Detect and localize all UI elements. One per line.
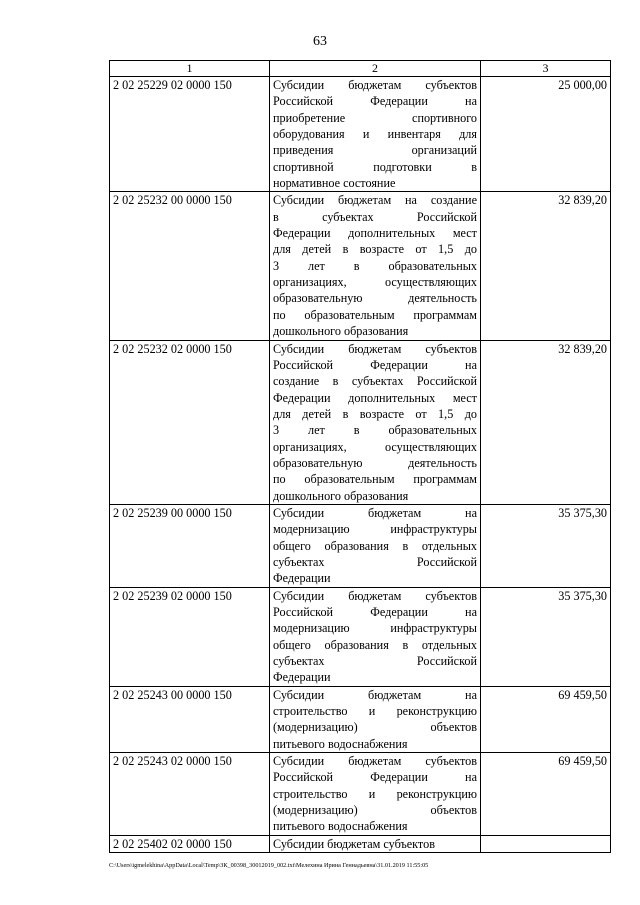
description-line: (модернизацию) объектов	[273, 803, 477, 818]
table-header	[110, 61, 611, 77]
description-line: Федерации дополнительных мест	[273, 390, 477, 405]
classification-code: 2 02 25232 00 0000 150	[110, 192, 270, 340]
income-description	[270, 77, 481, 192]
description-line: строительство и реконструкцию	[273, 704, 477, 719]
description-line: Федерации	[273, 571, 331, 586]
description-line: Российской Федерации на	[273, 770, 477, 785]
description-line: строительство и реконструкцию	[273, 786, 477, 801]
description-line: нормативное состояние	[273, 176, 396, 191]
description-line: Российской Федерации на	[273, 94, 477, 109]
description-line: Федерации дополнительных мест	[273, 226, 477, 241]
description-line: Субсидии бюджетам субъектов	[273, 341, 477, 356]
description-line: Субсидии бюджетам на	[273, 687, 477, 702]
description-line: организациях, осуществляющих	[273, 275, 477, 290]
income-description	[270, 753, 481, 836]
classification-code: 2 02 25232 02 0000 150	[110, 340, 270, 504]
description-line: 3 лет в образовательных	[273, 423, 477, 438]
income-description	[270, 835, 481, 852]
classification-code: 2 02 25229 02 0000 150	[110, 77, 270, 192]
description-line: по образовательным программам	[273, 472, 477, 487]
table-row	[110, 587, 611, 686]
amount-value: 69 459,50	[481, 753, 611, 836]
income-description	[270, 504, 481, 587]
description-line: общего образования в отдельных	[273, 637, 477, 652]
amount-value: 35 375,30	[481, 504, 611, 587]
classification-code: 2 02 25239 02 0000 150	[110, 587, 270, 686]
amount-value: 32 839,20	[481, 340, 611, 504]
classification-code: 2 02 25239 00 0000 150	[110, 504, 270, 587]
table-row	[110, 77, 611, 192]
amount-value: 25 000,00	[481, 77, 611, 192]
income-description	[270, 587, 481, 686]
page-number: 63	[313, 34, 327, 49]
description-line: Субсидии бюджетам субъектов	[273, 588, 477, 603]
table-row	[110, 504, 611, 587]
table-row	[110, 753, 611, 836]
description-line: питьевого водоснабжения	[273, 736, 408, 751]
table-body	[110, 77, 611, 853]
classification-code: 2 02 25243 00 0000 150	[110, 686, 270, 752]
income-description	[270, 686, 481, 752]
description-line: для детей в возрасте от 1,5 до	[273, 242, 477, 257]
header-row	[110, 61, 611, 77]
header-col-3: 3	[481, 61, 611, 77]
classification-code: 2 02 25402 02 0000 150	[110, 835, 270, 852]
description-line: спортивной подготовки в	[273, 159, 477, 174]
description-line: Российской Федерации на	[273, 357, 477, 372]
description-line: дошкольного образования	[273, 488, 409, 503]
description-line: питьевого водоснабжения	[273, 819, 408, 834]
description-line: Субсидии бюджетам на	[273, 505, 477, 520]
description-line: оборудования и инвентаря для	[273, 127, 477, 142]
description-line: (модернизацию) объектов	[273, 720, 477, 735]
description-line: Субсидии бюджетам субъектов	[273, 78, 477, 92]
description-line: приведения организаций	[273, 143, 477, 158]
table-row	[110, 340, 611, 504]
description-line: Федерации	[273, 670, 331, 685]
amount-value: 69 459,50	[481, 686, 611, 752]
description-line: по образовательным программам	[273, 307, 477, 322]
description-line: образовательную деятельность	[273, 291, 477, 306]
income-description	[270, 340, 481, 504]
description-line: субъектах Российской	[273, 654, 477, 669]
description-line: общего образования в отдельных	[273, 538, 477, 553]
description-line: образовательную деятельность	[273, 455, 477, 470]
description-line: дошкольного образования	[273, 324, 409, 339]
header-col-1: 1	[110, 61, 270, 77]
table-row	[110, 192, 611, 340]
table-row	[110, 686, 611, 752]
description-line: модернизацию инфраструктуры	[273, 522, 477, 537]
description-line: Субсидии бюджетам субъектов	[273, 836, 435, 851]
amount-value	[481, 835, 611, 852]
description-line: для детей в возрасте от 1,5 до	[273, 406, 477, 421]
description-line: Субсидии бюджетам на создание	[273, 193, 477, 208]
description-line: приобретение спортивного	[273, 110, 477, 125]
description-line: 3 лет в образовательных	[273, 258, 477, 273]
header-col-2: 2	[270, 61, 481, 77]
description-line: Российской Федерации на	[273, 605, 477, 619]
footer-file-path: C:\Users\igmelekhina\AppData\Local\Temp\ЗК_00398_30012019_002.txt\Мелехина Ирина Геннадьевна\31.01.2019 11:55:05	[109, 862, 429, 869]
classification-code: 2 02 25243 02 0000 150	[110, 753, 270, 836]
income-description	[270, 192, 481, 340]
description-line: в субъектах Российской	[273, 209, 477, 224]
amount-value: 32 839,20	[481, 192, 611, 340]
budget-table	[109, 60, 611, 853]
description-line: создание в субъектах Российской	[273, 374, 477, 389]
description-line: Субсидии бюджетам субъектов	[273, 754, 477, 769]
description-line: модернизацию инфраструктуры	[273, 621, 477, 636]
description-line: субъектах Российской	[273, 554, 477, 569]
table-row	[110, 835, 611, 852]
amount-value: 35 375,30	[481, 587, 611, 686]
description-line: организациях, осуществляющих	[273, 439, 477, 454]
